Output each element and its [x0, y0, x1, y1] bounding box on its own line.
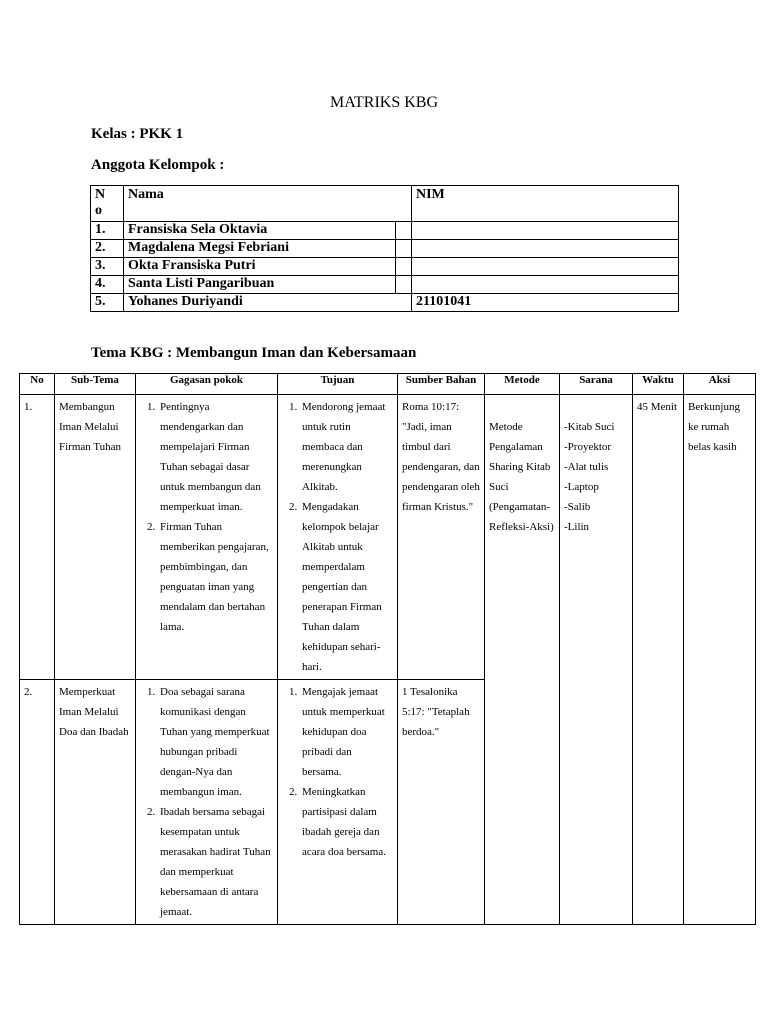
member-nama: Magdalena Megsi Febriani — [124, 240, 396, 258]
row-subtema: Membangun Iman Melalui Firman Tuhan — [55, 395, 136, 680]
metode-text: Metode Pengalaman Sharing Kitab Suci (Pengamatan-Refleksi-Aksi) — [489, 421, 554, 533]
tema-heading: Tema KBG : Membangun Iman dan Kebersamaan — [91, 345, 417, 361]
member-nama: Okta Fransiska Putri — [124, 258, 396, 276]
sarana-item: -Alat tulis — [564, 461, 609, 473]
sarana-item: -Salib — [564, 501, 591, 513]
gagasan-item: 1. Doa sebagai sarana komunikasi dengan Tuhan yang memperkuat hubungan pribadi dengan-Nya dan membangun iman. — [158, 682, 273, 802]
row-tujuan — [278, 395, 398, 680]
gagasan-item: 2. Ibadah bersama sebagai kesempatan untuk merasakan hadirat Tuhan dan memperkuat kebersamaan di antara jemaat. — [158, 802, 273, 922]
tujuan-item: 1. Mengajak jemaat untuk memperkuat kehidupan doa pribadi dan bersama. — [300, 682, 393, 782]
sarana-item: -Proyektor — [564, 441, 612, 453]
members-header-nama: Nama — [124, 186, 412, 222]
member-no: 5. — [91, 294, 124, 312]
matrix-header-row — [20, 374, 756, 395]
row-subtema: Memperkuat Iman Melalui Doa dan Ibadah — [55, 680, 136, 925]
header-subtema: Sub-Tema — [55, 374, 136, 395]
table-row — [91, 222, 679, 240]
member-spacer — [396, 222, 412, 240]
table-row — [91, 258, 679, 276]
member-no: 4. — [91, 276, 124, 294]
member-nim: 21101041 — [412, 294, 679, 312]
row-sumber: 1 Tesalonika 5:17: "Tetaplah berdoa." — [398, 680, 485, 925]
sarana-item: -Lilin — [564, 521, 590, 533]
row-sumber: Roma 10:17: "Jadi, iman timbul dari pendengaran, dan pendengaran oleh firman Kristus." — [398, 395, 485, 680]
sarana-item: -Kitab Suci — [564, 421, 615, 433]
member-no: 2. — [91, 240, 124, 258]
header-aksi: Aksi — [684, 374, 756, 395]
header-sarana: Sarana — [560, 374, 633, 395]
aksi-cell: Berkunjung ke rumah belas kasih — [684, 395, 756, 925]
header-no: No — [20, 374, 55, 395]
header-gagasan: Gagasan pokok — [136, 374, 278, 395]
matrix-table — [19, 373, 756, 925]
member-nim — [412, 276, 679, 294]
table-row — [20, 395, 756, 680]
row-tujuan — [278, 680, 398, 925]
document-title: MATRIKS KBG — [329, 94, 438, 111]
tujuan-item: 2. Mengadakan kelompok belajar Alkitab untuk memperdalam pengertian dan penerapan Firman Tuhan dalam kehidupan sehari-hari. — [300, 497, 393, 677]
members-header-no: N o — [91, 186, 124, 222]
tujuan-item: 1. Mendorong jemaat untuk rutin membaca dan merenungkan Alkitab. — [300, 397, 393, 497]
member-nim — [412, 258, 679, 276]
member-spacer — [396, 276, 412, 294]
member-nama: Yohanes Duriyandi — [124, 294, 412, 312]
row-no: 1. — [20, 395, 55, 680]
metode-cell — [485, 395, 560, 925]
header-metode: Metode — [485, 374, 560, 395]
members-table — [90, 185, 679, 312]
row-no: 2. — [20, 680, 55, 925]
member-spacer — [396, 240, 412, 258]
member-spacer — [396, 258, 412, 276]
header-waktu: Waktu — [633, 374, 684, 395]
sarana-item: -Laptop — [564, 481, 599, 493]
row-gagasan — [136, 680, 278, 925]
member-nama: Fransiska Sela Oktavia — [124, 222, 396, 240]
row-gagasan — [136, 395, 278, 680]
tujuan-item: 2. Meningkatkan partisipasi dalam ibadah gereja dan acara doa bersama. — [300, 782, 393, 862]
member-nim — [412, 222, 679, 240]
member-nama: Santa Listi Pangaribuan — [124, 276, 396, 294]
waktu-cell: 45 Menit — [633, 395, 684, 925]
members-header-nim: NIM — [412, 186, 679, 222]
table-row — [91, 240, 679, 258]
sarana-cell — [560, 395, 633, 925]
gagasan-item: 1. Pentingnya mendengarkan dan mempelajari Firman Tuhan sebagai dasar untuk membangun dan memperkuat iman. — [158, 397, 273, 517]
kelas-label: Kelas : PKK 1 — [91, 126, 184, 142]
header-tujuan: Tujuan — [278, 374, 398, 395]
table-row — [91, 276, 679, 294]
member-no: 1. — [91, 222, 124, 240]
gagasan-item: 2. Firman Tuhan memberikan pengajaran, pembimbingan, dan penguatan iman yang mendalam dan bertahan lama. — [158, 517, 273, 637]
table-row — [91, 294, 679, 312]
header-sumber: Sumber Bahan — [398, 374, 485, 395]
member-nim — [412, 240, 679, 258]
anggota-heading: Anggota Kelompok : — [91, 157, 225, 173]
members-header-row — [91, 186, 679, 222]
member-no: 3. — [91, 258, 124, 276]
